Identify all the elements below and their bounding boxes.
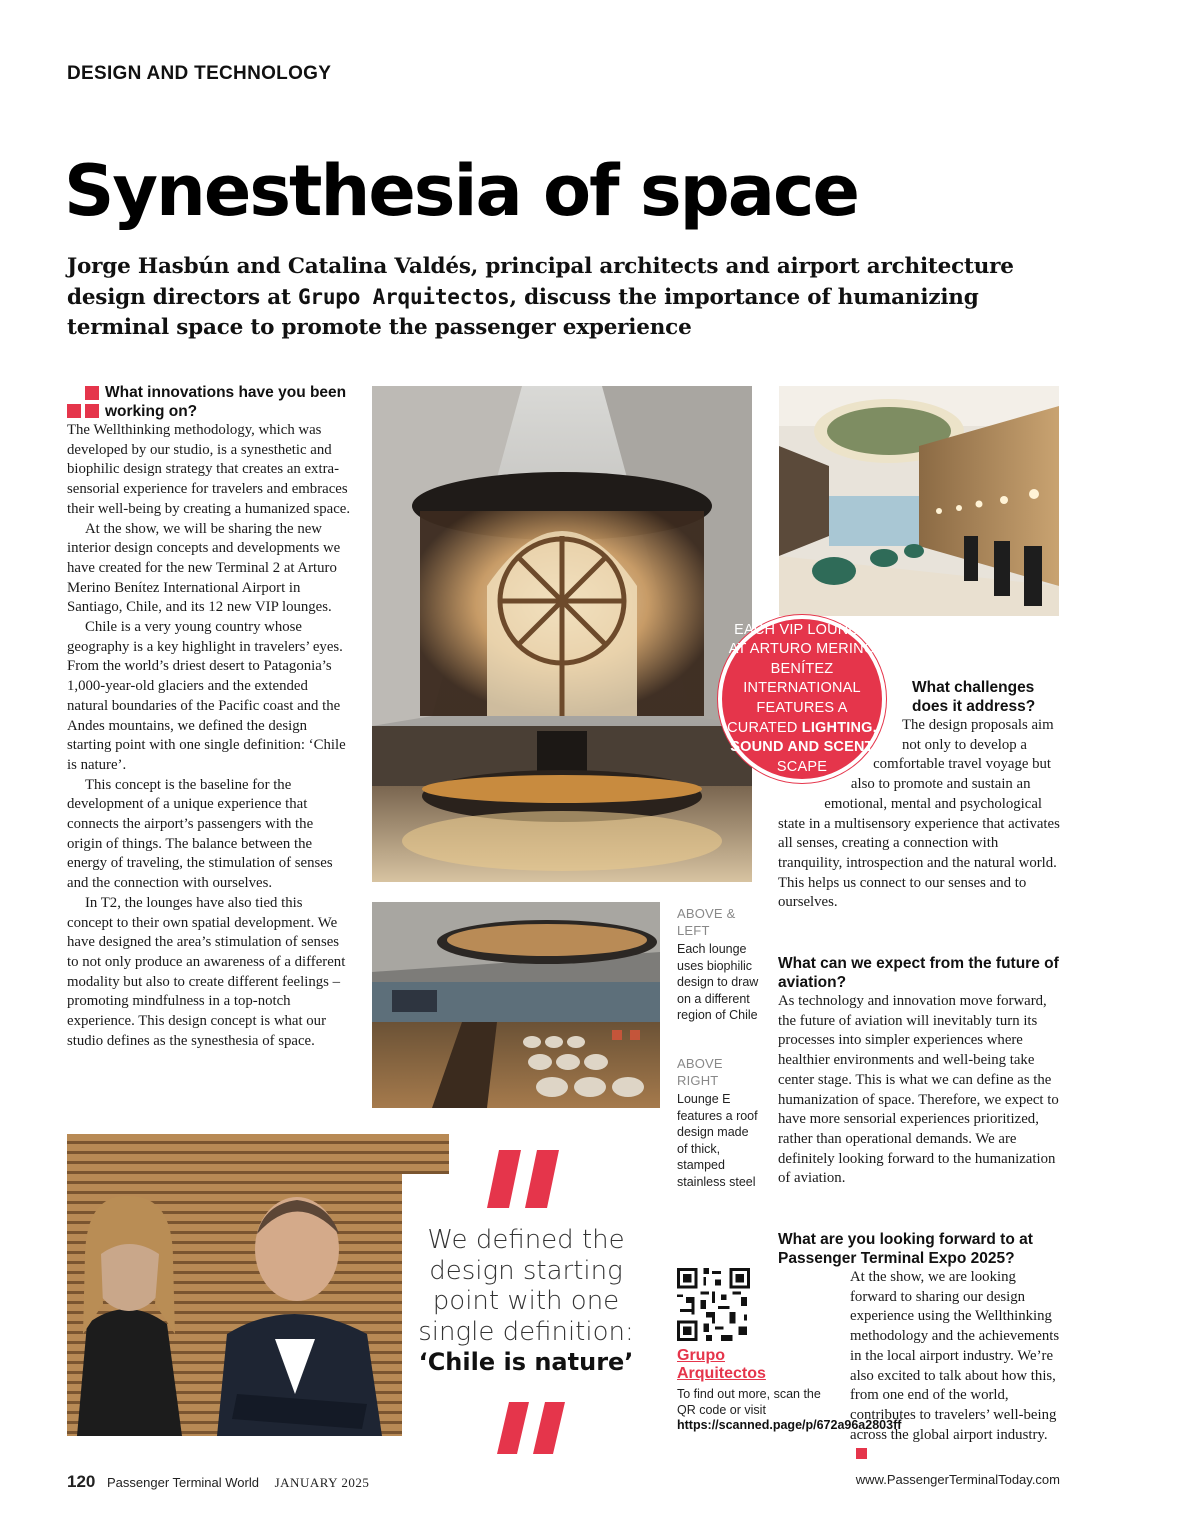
- lounge-seating-photo: [372, 902, 660, 1108]
- squares-icon: [67, 386, 101, 422]
- standfirst-company: Grupo Arquitectos: [297, 285, 510, 309]
- standfirst-text-a: Jorge Hasbún and Catalina Valdés, principal architects and airport architecture design directors at: [67, 254, 1014, 310]
- paragraph: In T2, the lounges have also tied this concept to their own spatial development. We have designed the area’s stimulation of senses to not only produce an awareness of a different modality but also to create different feelings – promoting mindfulness in a top-notch experience. This design concept is what our studio defines as the synesthesia of space.: [67, 894, 346, 1049]
- company-link[interactable]: Grupo Arquitectos: [677, 1347, 766, 1382]
- badge-bold: LIGHTING, SOUND AND SCENT: [730, 719, 877, 756]
- paragraph: This concept is the baseline for the development of a unique experience that connects the airport’s passengers with the origin of things. The balance between the energy of traveling, the stimulation of senses and the connection with ourselves.: [67, 776, 333, 892]
- question-1: What innovations have you been working on?: [105, 384, 347, 420]
- caption-heading: ABOVE & LEFT: [677, 906, 736, 938]
- standfirst: [67, 252, 1027, 343]
- caption-above-right: [677, 1056, 759, 1190]
- close-quote-icon: [497, 1402, 565, 1454]
- question-2: What challenges does it address?: [912, 679, 1036, 715]
- paragraph: As technology and innovation move forward, the future of aviation will inevitably turn its processes into simpler experiences where healthier environments and well-being take center stage. This is what we can define as the humanization of space. Therefore, we expect to have more sensorial experiences prioritized, rather than operational demands. We are definitely looking forward to the humanization of aviation.: [778, 993, 1059, 1187]
- badge-tail: SCAPE: [776, 758, 828, 775]
- caption-text: Each lounge uses biophilic design to draw on a different region of Chile: [677, 942, 759, 1022]
- standfirst-text-b: , discuss the importance of humanizing terminal space to promote the passenger experience: [67, 285, 979, 340]
- paragraph: The design proposals aim not only to develop a comfortable travel voyage but also to promote and sustain an emotional, mental and psychological state in a multisensory experience that activates all senses, creating a connection with tranquility, introspection and the natural world. This helps us connect to our senses and to ourselves.: [778, 717, 1060, 911]
- lounge-e-photo: [779, 386, 1059, 616]
- issue-date: JANUARY 2025: [274, 1475, 370, 1490]
- contact-url-link[interactable]: https://scanned.page/p/672a96a2803ff: [677, 1418, 902, 1432]
- find-more-text: [677, 1387, 902, 1434]
- lounge-bar-photo: [372, 386, 752, 882]
- paragraph: At the show, we are looking forward to sharing our design experience using the Wellthinking methodology and the achievements in the local airport industry. We’re also excited to talk about how this, from one end of the world, contributes to travelers’ well-being across the global airport industry.: [778, 1268, 1060, 1465]
- footer-left: [67, 1472, 369, 1492]
- section-label: DESIGN AND TECHNOLOGY: [67, 63, 332, 84]
- badge-text: EACH VIP LOUNGE AT ARTURO MERINO BENÍTEZ INTERNATIONAL FEATURES A CURATED: [727, 621, 876, 736]
- paragraph: At the show, we will be sharing the new interior design concepts and developments we have created for the new Terminal 2 at Arturo Merino Benítez International Airport in Santiago, Chile, and its 12 new VIP lounges.: [67, 520, 341, 616]
- pull-quote-bold: ‘Chile is nature’: [418, 1348, 634, 1376]
- headline: Synesthesia of space: [64, 150, 858, 232]
- paragraph: Chile is a very young country whose geography is a key highlight in travelers’ eyes. From the world’s driest desert to Patagonia’s 1,000-year-old glaciers and the extended natural boundaries of the Pacific coast and the Andes mountains, we defined the design starting point with one single definition: ‘Chile is nature’.: [67, 619, 346, 773]
- caption-heading: ABOVE RIGHT: [677, 1056, 723, 1088]
- pull-quote-text: We defined the design starting point with one single definition:: [418, 1225, 634, 1347]
- qr-code-icon[interactable]: [677, 1268, 750, 1341]
- question-3: What can we expect from the future of aviation?: [778, 955, 1059, 991]
- magazine-name: Passenger Terminal World: [107, 1475, 259, 1490]
- portrait-photo: [67, 1134, 449, 1436]
- page-number: 120: [67, 1472, 96, 1491]
- pull-quote: [412, 1225, 640, 1378]
- caption-text: Lounge E features a roof design made of thick, stamped stainless steel: [677, 1092, 758, 1189]
- paragraph: The Wellthinking methodology, which was developed by our studio, is a synesthetic and biophilic design strategy that creates an extra-sensorial experience for travelers and embraces their well-being by creating a humanized space.: [67, 422, 351, 517]
- column-3-middle: [778, 954, 1060, 1189]
- caption-above-left: [677, 906, 759, 1024]
- end-mark-icon: [856, 1448, 867, 1459]
- question-4: What are you looking forward to at Passenger Terminal Expo 2025?: [778, 1231, 1033, 1267]
- open-quote-icon: [487, 1150, 559, 1208]
- find-more-label: To find out more, scan the QR code or visit: [677, 1387, 821, 1417]
- footer-website[interactable]: www.PassengerTerminalToday.com: [855, 1472, 1060, 1487]
- column-3-top: [778, 678, 1060, 913]
- question-heading-1: [67, 383, 352, 421]
- column-1: [67, 383, 352, 1052]
